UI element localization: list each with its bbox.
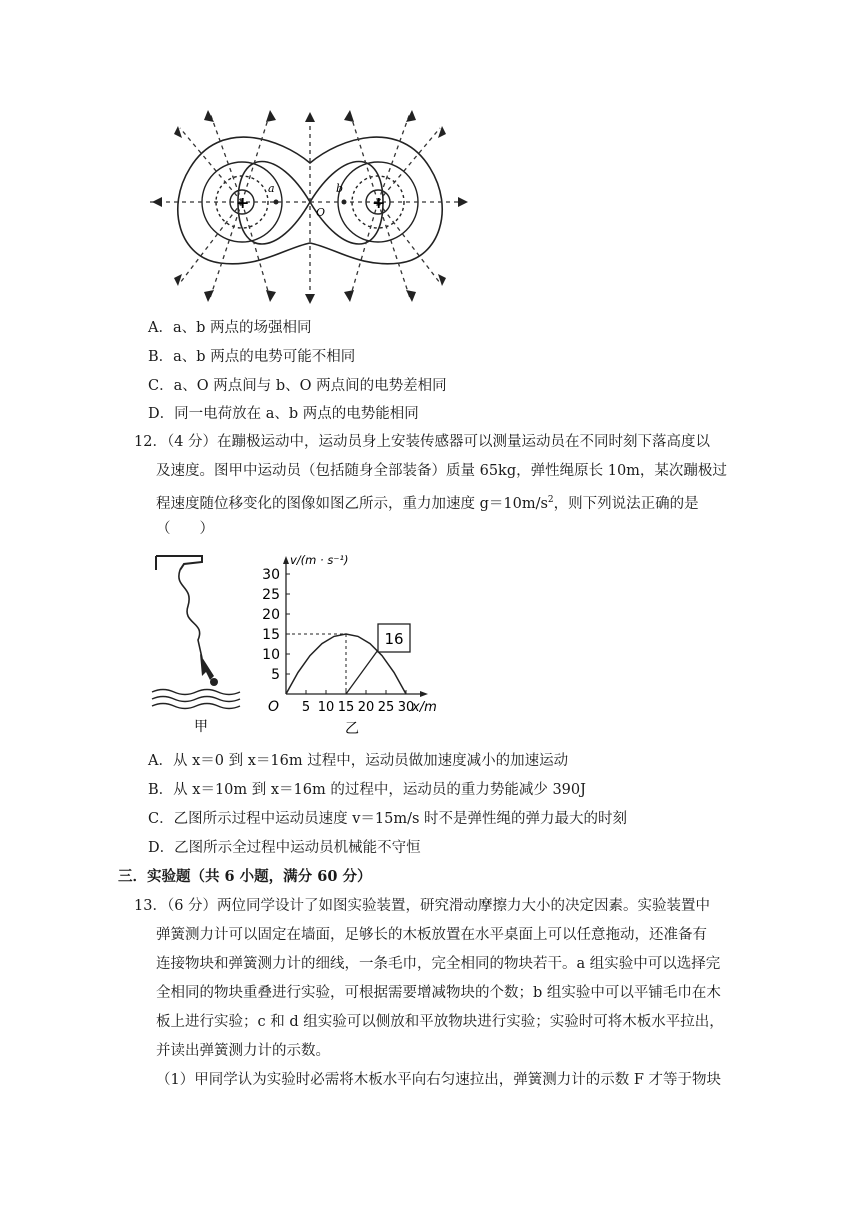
y-axis-label: v/(m · s⁻¹) bbox=[290, 553, 349, 567]
q13-line-2: 弹簧测力计可以固定在墙面，足够长的木板放置在水平桌面上可以任意拖动，还准备有 bbox=[156, 927, 707, 943]
q12-stem-line-4: （ ） bbox=[156, 521, 214, 537]
x-tick-label: 10 bbox=[317, 700, 335, 715]
electric-field-figure bbox=[150, 108, 470, 308]
point-o-label: O bbox=[316, 206, 326, 219]
q12-option-b: B．从 x＝10m 到 x＝16m 的过程中，运动员的重力势能减少 390J bbox=[148, 782, 586, 798]
q13-line-6: 并读出弹簧测力计的示数。 bbox=[156, 1043, 330, 1059]
point-b bbox=[342, 200, 347, 205]
q11-option-a: A．a、b 两点的场强相同 bbox=[148, 320, 312, 336]
left-charge-label: + bbox=[236, 193, 250, 212]
origin-label: O bbox=[268, 699, 280, 715]
y-tick-label: 15 bbox=[262, 627, 280, 643]
q12-option-d: D．乙图所示全过程中运动员机械能不守恒 bbox=[148, 840, 421, 856]
x-tick-label: 20 bbox=[357, 700, 375, 715]
figure-jia-label: 甲 bbox=[194, 719, 208, 735]
point-b-label: b bbox=[336, 182, 344, 195]
q11-option-d: D．同一电荷放在 a、b 两点的电势能相同 bbox=[148, 406, 419, 422]
x-axis-arrow bbox=[420, 691, 428, 697]
pointer-line bbox=[346, 650, 378, 694]
x-tick-label: 15 bbox=[337, 700, 355, 715]
x-tick-label: 25 bbox=[377, 700, 395, 715]
value-box-label: 16 bbox=[384, 630, 404, 648]
q12-stem-line-3: 程速度随位移变化的图像如图乙所示，重力加速度 $g=10m/s^2$，则下列说法正确的是 bbox=[156, 495, 699, 512]
q12-option-c: C．乙图所示过程中运动员速度 v＝15m/s 时不是弹性绳的弹力最大的时刻 bbox=[148, 811, 628, 827]
q13-line-7: （1）甲同学认为实验时必需将木板水平向右匀速拉出，弹簧测力计的示数 F 才等于物块 bbox=[156, 1072, 722, 1088]
y-tick-label: 5 bbox=[271, 667, 280, 683]
y-axis-arrow bbox=[283, 556, 289, 564]
figure-yi-label: 乙 bbox=[345, 721, 359, 737]
x-axis-label: x/m bbox=[412, 700, 437, 715]
q13-line-1: 13．（6 分）两位同学设计了如图实验装置，研究滑动摩擦力大小的决定因素。实验装置中 bbox=[134, 898, 711, 914]
section-3-title: 三．实验题（共 6 小题，满分 60 分） bbox=[118, 868, 372, 885]
q11-option-b: B．a、b 两点的电势可能不相同 bbox=[148, 349, 356, 365]
bungee-jumper-figure bbox=[150, 548, 250, 738]
q13-line-3: 连接物块和弹簧测力计的细线，一条毛巾，完全相同的物块若干。a 组实验中可以选择完 bbox=[156, 956, 721, 972]
y-tick-label: 30 bbox=[262, 567, 280, 583]
point-a-label: a bbox=[268, 182, 275, 195]
q12-stem-line-2: 及速度。图甲中运动员（包括随身全部装备）质量 65kg，弹性绳原长 10m，某次蹦极过 bbox=[156, 463, 727, 479]
q13-line-4: 全相同的物块重叠进行实验，可根据需要增减物块的个数；b 组实验中可以平铺毛巾在木 bbox=[156, 985, 721, 1001]
right-charge-label: + bbox=[372, 193, 386, 212]
x-tick-label: 5 bbox=[301, 700, 311, 715]
velocity-position-chart bbox=[252, 550, 462, 740]
q12-stem-line-1: 12．（4 分）在蹦极运动中，运动员身上安装传感器可以测量运动员在不同时刻下落高度以 bbox=[134, 434, 711, 450]
y-tick-label: 25 bbox=[262, 587, 280, 603]
y-tick-label: 20 bbox=[262, 607, 280, 623]
q12-option-a: A．从 x＝0 到 x＝16m 过程中，运动员做加速度减小的加速运动 bbox=[148, 753, 569, 769]
y-tick-label: 10 bbox=[262, 647, 280, 663]
point-a bbox=[274, 200, 279, 205]
q11-option-c: C．a、O 两点间与 b、O 两点间的电势差相同 bbox=[148, 378, 447, 394]
x-tick-label: 30 bbox=[397, 700, 415, 715]
q13-line-5: 板上进行实验；c 和 d 组实验可以侧放和平放物块进行实验；实验时可将木板水平拉出， bbox=[156, 1014, 724, 1030]
